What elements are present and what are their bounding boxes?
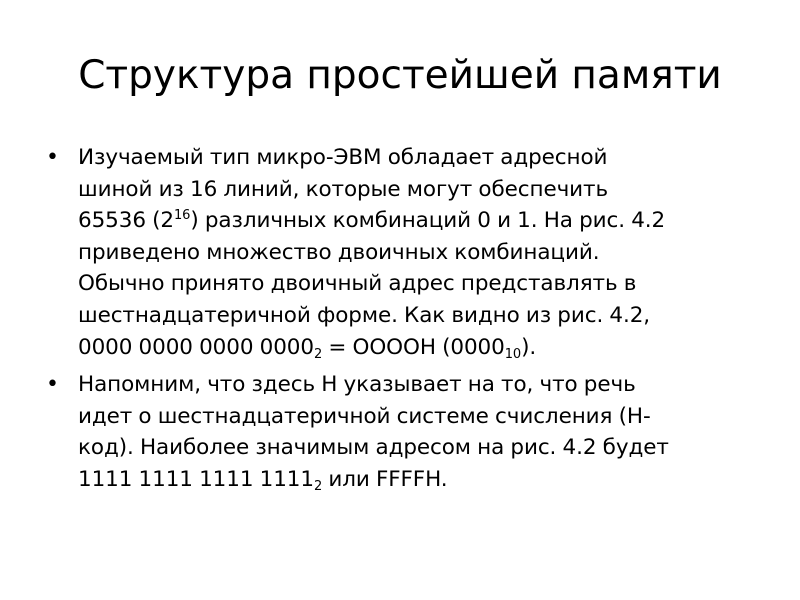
superscript: 16 <box>174 208 191 224</box>
slide-content <box>40 142 770 502</box>
text-line: Обычно принято двоичный адрес представлять в <box>78 271 637 297</box>
slide-title: Структура простейшей памяти <box>78 53 722 98</box>
bullet-text <box>78 369 770 495</box>
text-line: 0000 0000 0000 $0000_2$ = ООООН $(0000_{10})$. <box>78 334 537 362</box>
text-line: шестнадцатеричной форме. Как видно из рис. 4.2, <box>78 302 651 328</box>
bullet-list <box>40 142 770 496</box>
text-line: Напомним, что здесь Н указывает на то, что речь <box>78 372 636 398</box>
text-line: приведено множество двоичных комбинаций. <box>78 239 600 265</box>
subscript: 10 <box>504 346 522 362</box>
bullet-marker: • <box>46 145 59 170</box>
text-line: код). Наиболее значимым адресом на рис. 4.2 будет <box>78 435 669 461</box>
subscript: 2 <box>313 346 323 362</box>
text-line: Изучаемый тип микро-ЭВМ обладает адресной <box>78 145 608 170</box>
text-line: 1111 1111 1111 $1111_2$ или FFFFH. <box>78 466 448 494</box>
text-line: шиной из 16 линий, которые могут обеспечить <box>78 176 609 202</box>
text-line: идет о шестнадцатеричной системе счисления (Н- <box>78 403 651 429</box>
bullet-text <box>78 142 770 363</box>
bullet-item <box>40 369 770 495</box>
bullet-marker: • <box>46 372 59 398</box>
subscript: 2 <box>313 478 323 494</box>
bullet-item <box>40 142 770 363</box>
text-line: 65536 $(2^{16})$ различных комбинаций 0 и 1. На рис. 4.2 <box>78 208 666 234</box>
